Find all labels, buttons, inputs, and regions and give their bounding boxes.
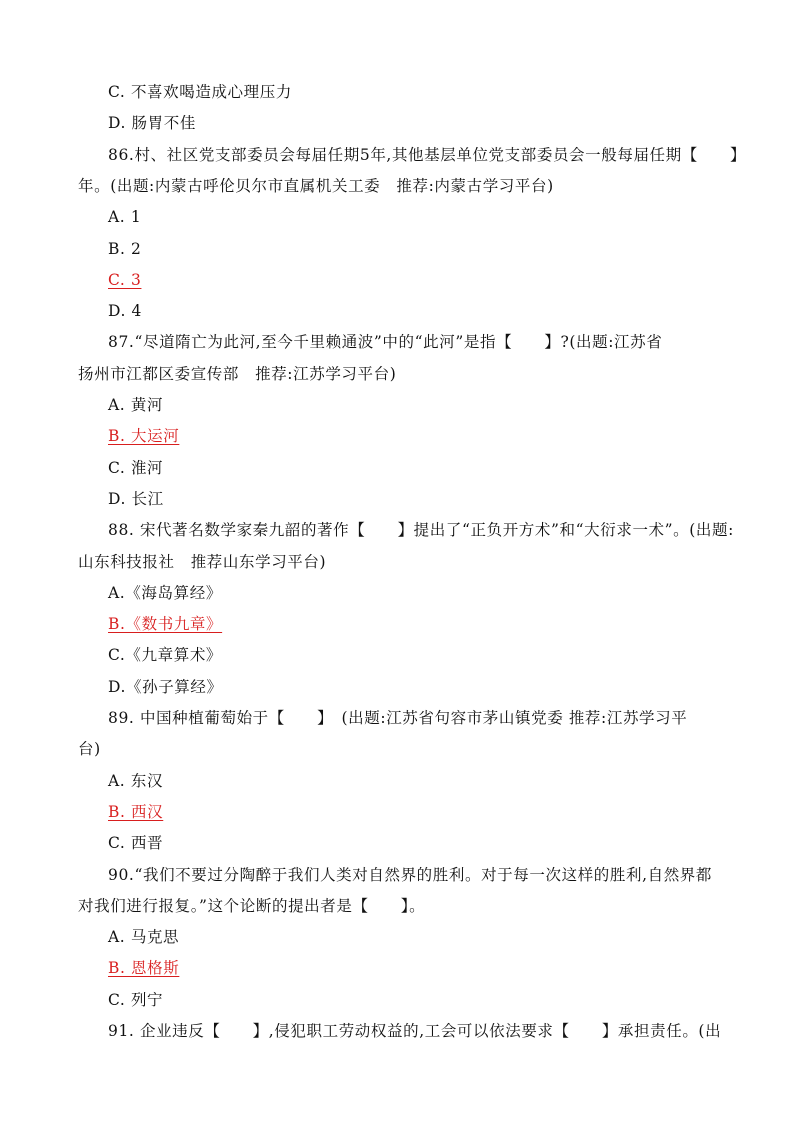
question-text: 86.村、社区党支部委员会每届任期5年,其他基层单位党支部委员会一般每届任期【 】: [108, 145, 747, 164]
answer-option-correct: B. 大运河: [108, 427, 180, 446]
answer-option: A.《海岛算经》: [108, 583, 222, 602]
question-text: 山东科技报社 推荐山东学习平台): [78, 552, 327, 571]
answer-option: A. 东汉: [108, 771, 164, 790]
answer-option: C. 淮河: [108, 458, 164, 477]
answer-option-correct: B. 西汉: [108, 802, 164, 821]
question-text: 90.“我们不要过分陶醉于我们人类对自然界的胜利。对于每一次这样的胜利,自然界都: [108, 865, 713, 884]
answer-option-correct: B. 恩格斯: [108, 959, 180, 978]
answer-option: A. 黄河: [108, 396, 164, 414]
answer-option: C. 西晋: [108, 834, 164, 853]
question-text: 89. 中国种植葡萄始于【 】 (出题:江苏省句容市茅山镇党委 推荐:江苏学习平: [108, 709, 688, 727]
question-text: 扬州市江都区委宣传部 推荐:江苏学习平台): [78, 364, 397, 383]
answer-option: D. 长江: [108, 489, 164, 508]
answer-option: C. 列宁: [108, 990, 164, 1009]
answer-option-correct: C. 3: [108, 270, 142, 289]
answer-option-correct: B.《数书九章》: [108, 615, 223, 634]
answer-option: D.《孙子算经》: [108, 677, 223, 696]
answer-option: A. 1: [108, 208, 142, 227]
answer-option: A. 马克思: [108, 928, 180, 947]
question-text: 88. 宋代著名数学家秦九韶的著作【 】提出了“正负开方术”和“大衍求一术”。(出题:: [108, 521, 734, 540]
question-text: 年。(出题:内蒙古呼伦贝尔市直属机关工委 推荐:内蒙古学习平台): [78, 176, 554, 195]
answer-option: B. 2: [108, 239, 142, 258]
answer-option: D. 肠胃不佳: [108, 114, 196, 133]
question-text: 91. 企业违反【 】,侵犯职工劳动权益的,工会可以依法要求【 】承担责任。(出: [108, 1022, 722, 1040]
answer-option: D. 4: [108, 302, 142, 321]
answer-option: C.《九章算术》: [108, 646, 223, 665]
question-text: 87.“尽道隋亡为此河,至今千里赖通波”中的“此河”是指【 】?(出题:江苏省: [108, 333, 663, 352]
question-text: 台): [78, 740, 101, 759]
question-text: 对我们进行报复。”这个论断的提出者是【 】。: [78, 896, 426, 915]
answer-option: C. 不喜欢喝造成心理压力: [108, 83, 292, 101]
